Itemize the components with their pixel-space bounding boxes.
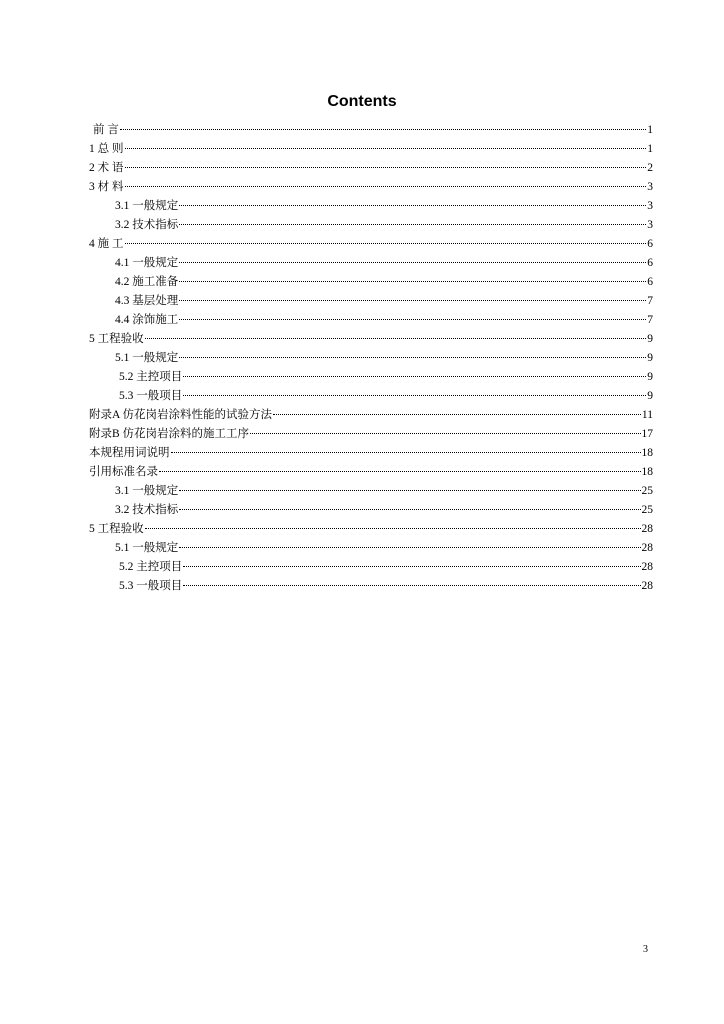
toc-dot-leader	[120, 129, 646, 130]
toc-entry-label: 1 总 则	[89, 143, 124, 155]
toc-entry[interactable]	[89, 539, 653, 558]
toc-entry-label: 3.1 一般规定	[115, 485, 179, 497]
toc-entry-page: 3	[647, 219, 653, 231]
toc-dot-leader	[179, 319, 646, 320]
toc-entry-label: 4 施 工	[89, 238, 124, 250]
toc-entry[interactable]	[89, 425, 653, 444]
toc-entry-page: 1	[647, 124, 653, 136]
toc-entry[interactable]	[89, 311, 653, 330]
toc-entry[interactable]	[89, 520, 653, 539]
toc-entry-page: 28	[641, 523, 653, 535]
toc-dot-leader	[125, 186, 647, 187]
toc-dot-leader	[125, 148, 647, 149]
toc-entry-label: 引用标准名录	[89, 466, 158, 478]
toc-dot-leader	[179, 300, 646, 301]
toc-entry-label: 5.3 一般项目	[119, 580, 183, 592]
toc-entry-label: 前 言	[93, 124, 119, 136]
toc-entry-page: 6	[647, 276, 653, 288]
toc-entry[interactable]	[89, 463, 653, 482]
toc-entry-label: 附录A 仿花岗岩涂料性能的试验方法	[89, 409, 273, 421]
toc-entry-label: 5 工程验收	[89, 333, 144, 345]
toc-entry[interactable]	[89, 330, 653, 349]
toc-dot-leader	[179, 490, 640, 491]
toc-dot-leader	[179, 262, 646, 263]
toc-entry-page: 9	[647, 352, 653, 364]
page-number: 3	[643, 944, 648, 955]
toc-dot-leader	[183, 376, 646, 377]
toc-entry-page: 28	[641, 561, 653, 573]
toc-entry-page: 9	[647, 390, 653, 402]
toc-entry-page: 28	[641, 580, 653, 592]
toc-entry[interactable]	[89, 368, 653, 387]
toc-entry[interactable]	[89, 482, 653, 501]
toc-dot-leader	[183, 566, 640, 567]
toc-dot-leader	[145, 338, 647, 339]
toc-dot-leader	[179, 547, 640, 548]
toc-entry-label: 3.2 技术指标	[115, 219, 179, 231]
toc-entry[interactable]	[89, 197, 653, 216]
toc-entry-page: 25	[641, 485, 653, 497]
toc-dot-leader	[145, 528, 641, 529]
toc-entry-page: 18	[641, 466, 653, 478]
toc-dot-leader	[179, 281, 646, 282]
toc-entry-page: 9	[647, 371, 653, 383]
toc-entry-page: 11	[641, 409, 653, 421]
toc-dot-leader	[183, 395, 646, 396]
page-title: Contents	[327, 93, 397, 110]
toc-entry[interactable]	[89, 121, 653, 140]
toc-entry[interactable]	[89, 140, 653, 159]
toc-entry-label: 5 工程验收	[89, 523, 144, 535]
toc-entry-label: 5.1 一般规定	[115, 542, 179, 554]
toc-entry[interactable]	[89, 558, 653, 577]
toc-entry-label: 3 材 料	[89, 181, 124, 193]
toc-entry-label: 5.3 一般项目	[119, 390, 183, 402]
toc-entry-page: 9	[647, 333, 653, 345]
toc-entry-page: 7	[647, 295, 653, 307]
toc-entry[interactable]	[89, 235, 653, 254]
toc-entry[interactable]	[89, 387, 653, 406]
toc-entry[interactable]	[89, 273, 653, 292]
toc-entry-page: 28	[641, 542, 653, 554]
toc-entry-label: 5.2 主控项目	[119, 371, 183, 383]
toc-entry-label: 2 术 语	[89, 162, 124, 174]
toc-entry[interactable]	[89, 577, 653, 596]
toc-entry-page: 1	[647, 143, 653, 155]
toc-entry-label: 4.4 涂饰施工	[115, 314, 179, 326]
toc-entry-label: 5.1 一般规定	[115, 352, 179, 364]
toc-entry[interactable]	[89, 501, 653, 520]
toc-entry[interactable]	[89, 254, 653, 273]
toc-dot-leader	[179, 509, 640, 510]
toc-entry-page: 17	[641, 428, 653, 440]
toc-dot-leader	[179, 357, 646, 358]
toc-dot-leader	[125, 243, 647, 244]
toc-dot-leader	[125, 167, 647, 168]
toc-entry[interactable]	[89, 178, 653, 197]
toc-entry-page: 18	[641, 447, 653, 459]
toc-dot-leader	[183, 585, 640, 586]
toc-entry-page: 3	[647, 181, 653, 193]
toc-entry-page: 6	[647, 238, 653, 250]
toc-entry-label: 3.2 技术指标	[115, 504, 179, 516]
toc-dot-leader	[179, 205, 646, 206]
toc-entry-page: 6	[647, 257, 653, 269]
toc-entry-label: 4.2 施工准备	[115, 276, 179, 288]
toc-dot-leader	[179, 224, 646, 225]
toc-entry-page: 7	[647, 314, 653, 326]
toc-dot-leader	[171, 452, 641, 453]
toc-entry-page: 25	[641, 504, 653, 516]
toc-entry-label: 4.1 一般规定	[115, 257, 179, 269]
toc-entry[interactable]	[89, 292, 653, 311]
toc-entry-label: 4.3 基层处理	[115, 295, 179, 307]
toc-dot-leader	[273, 414, 641, 415]
toc-entry-label: 附录B 仿花岗岩涂料的施工工序	[89, 428, 250, 440]
toc-entry[interactable]	[89, 216, 653, 235]
toc-entry-label: 本规程用词说明	[89, 447, 170, 459]
toc-entry[interactable]	[89, 349, 653, 368]
toc-entry[interactable]	[89, 406, 653, 425]
toc-dot-leader	[159, 471, 641, 472]
toc-entry-label: 5.2 主控项目	[119, 561, 183, 573]
toc-entry[interactable]	[89, 159, 653, 178]
toc-entry-page: 3	[647, 200, 653, 212]
toc-entry-label: 3.1 一般规定	[115, 200, 179, 212]
toc-entry[interactable]	[89, 444, 653, 463]
toc-entry-page: 2	[647, 162, 653, 174]
table-of-contents	[89, 121, 653, 596]
toc-dot-leader	[250, 433, 640, 434]
